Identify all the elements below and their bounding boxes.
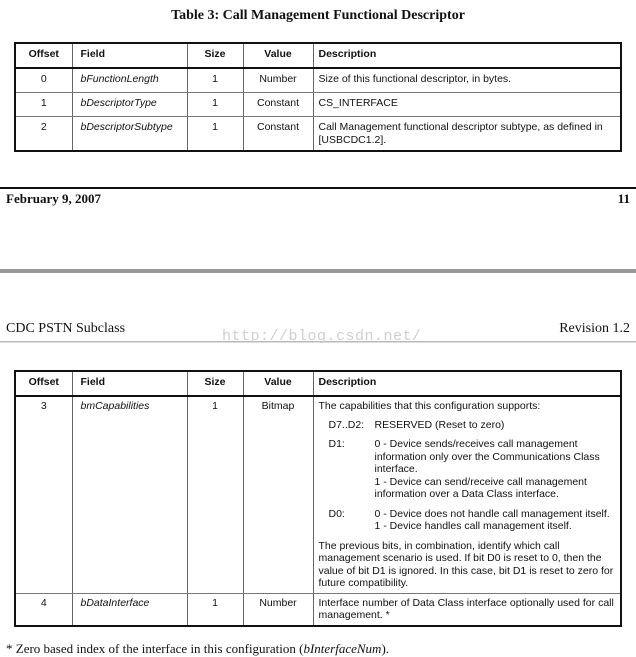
col-header-size: Size xyxy=(187,371,243,396)
table-row xyxy=(15,117,621,152)
cell-field: bDescriptorSubtype xyxy=(72,117,187,152)
bit-line: 0 - Device sends/receives call management information only over the Communications Class interface. xyxy=(374,438,600,475)
cell-value: Constant xyxy=(243,117,313,152)
cell-offset: 2 xyxy=(15,117,72,152)
bit-value xyxy=(375,438,616,501)
cell-description xyxy=(313,396,621,593)
cell-size: 1 xyxy=(187,396,243,593)
bit-line: 1 - Device handles call management itself. xyxy=(374,520,572,532)
bit-key: D7..D2: xyxy=(328,418,365,431)
cell-offset: 3 xyxy=(15,396,72,593)
bit-line: 0 - Device does not handle call management itself. xyxy=(374,507,610,520)
descriptor-table-part2 xyxy=(14,370,622,627)
cell-offset: 1 xyxy=(15,93,72,117)
col-header-description: Description xyxy=(313,371,621,396)
cell-size: 1 xyxy=(187,117,243,152)
cell-description: Call Management functional descriptor subtype, as defined in [USBCDC1.2]. xyxy=(313,117,621,152)
col-header-description: Description xyxy=(313,43,621,68)
col-header-value: Value xyxy=(243,371,313,396)
table-title: Table 3: Call Management Functional Descriptor xyxy=(171,8,465,23)
footer-rule xyxy=(0,187,636,189)
bit-key: D1: xyxy=(328,438,345,450)
cell-value: Number xyxy=(243,593,313,626)
table-row xyxy=(15,68,621,93)
footnote xyxy=(6,641,389,657)
table-row xyxy=(15,93,621,117)
cell-value: Constant xyxy=(243,93,313,117)
cell-size: 1 xyxy=(187,93,243,117)
cell-offset: 0 xyxy=(15,68,72,93)
description-intro: The capabilities that this configuration supports: xyxy=(318,400,541,412)
cell-description: Interface number of Data Class interface optionally used for call management. * xyxy=(313,593,621,626)
footnote-suffix: ). xyxy=(381,641,390,656)
bit-line: 1 - Device can send/receive call management information over a Data Class interface. xyxy=(374,475,587,500)
cell-size: 1 xyxy=(187,68,243,93)
bit-row-d0 xyxy=(319,508,616,533)
footnote-term: bInterfaceNum xyxy=(303,641,382,656)
bit-definitions xyxy=(319,419,616,533)
footer-page-number: 11 xyxy=(617,191,630,206)
col-header-field: Field xyxy=(72,371,187,396)
table-row xyxy=(15,396,621,593)
cell-field: bmCapabilities xyxy=(72,396,187,593)
footnote-prefix: * Zero based index of the interface in this configuration ( xyxy=(6,641,304,656)
table-row xyxy=(15,593,621,626)
table-header-row xyxy=(15,43,621,68)
col-header-value: Value xyxy=(243,43,313,68)
bit-key: D0: xyxy=(328,507,345,520)
col-header-field: Field xyxy=(72,43,187,68)
col-header-offset: Offset xyxy=(15,43,72,68)
bit-value xyxy=(375,508,616,533)
bit-value xyxy=(375,419,616,432)
page-separator xyxy=(0,269,636,273)
col-header-size: Size xyxy=(187,43,243,68)
table-header-row xyxy=(15,371,621,396)
bit-line: RESERVED (Reset to zero) xyxy=(374,418,505,431)
cell-value: Bitmap xyxy=(243,396,313,593)
header-revision: Revision 1.2 xyxy=(559,321,630,336)
description-note: The previous bits, in combination, identify which call management scenario is used. If bit D0 is reset to 0, then the value of bit D1 is ignored. In this case, bit D1 is reset to zero for future compatibility. xyxy=(318,539,614,589)
cell-value: Number xyxy=(243,68,313,93)
cell-description: CS_INTERFACE xyxy=(313,93,621,117)
bit-row-d1 xyxy=(319,438,616,501)
cell-field: bDataInterface xyxy=(72,593,187,626)
cell-description: Size of this functional descriptor, in bytes. xyxy=(313,68,621,93)
watermark: http://blog.csdn.net/ xyxy=(222,328,422,345)
cell-offset: 4 xyxy=(15,593,72,626)
cell-field: bDescriptorType xyxy=(72,93,187,117)
header-document-title: CDC PSTN Subclass xyxy=(6,321,126,336)
descriptor-table-part1 xyxy=(14,42,622,152)
cell-field: bFunctionLength xyxy=(72,68,187,93)
col-header-offset: Offset xyxy=(15,371,72,396)
footer-date: February 9, 2007 xyxy=(6,191,101,206)
bit-row-d7-d2 xyxy=(319,419,616,432)
cell-size: 1 xyxy=(187,593,243,626)
